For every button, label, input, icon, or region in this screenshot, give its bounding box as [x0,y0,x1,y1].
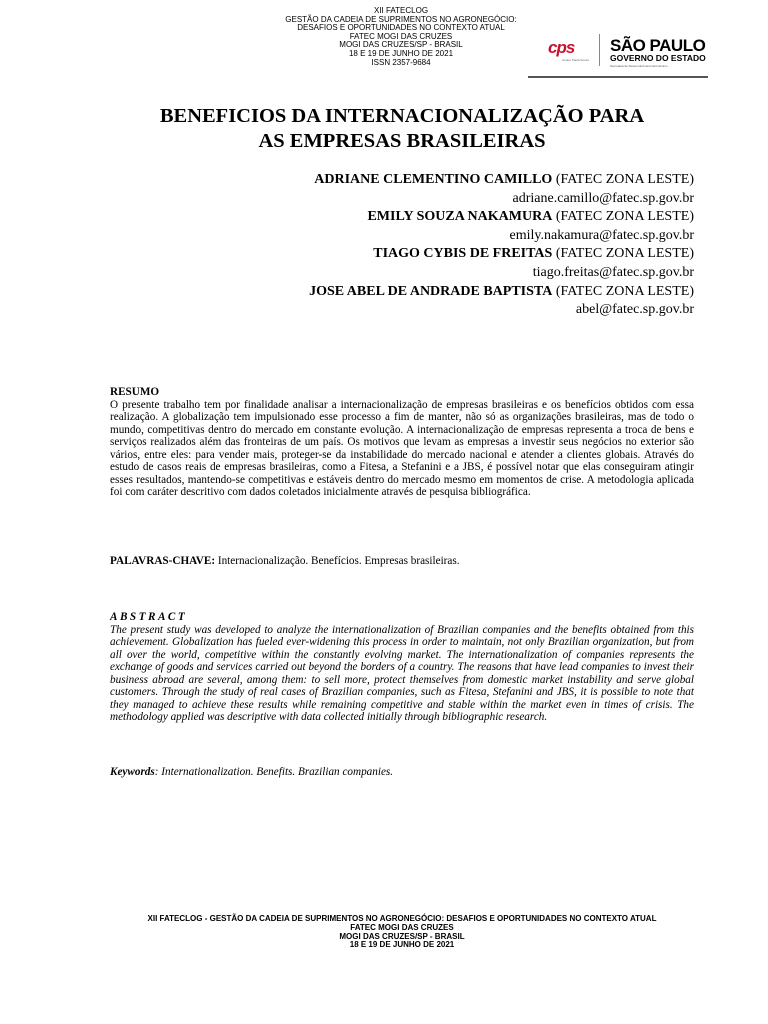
author-email[interactable]: tiago.freitas@fatec.sp.gov.br [532,264,694,280]
author-email[interactable]: emily.nakamura@fatec.sp.gov.br [509,227,694,243]
author-affiliation: (FATEC ZONA LESTE) [552,209,694,225]
author-list [150,171,694,320]
conference-header [240,7,562,67]
abstract-heading: ABSTRACT [110,611,188,623]
palavras-chave-text: Internacionalização. Benefícios. Empresas brasileiras. [215,555,460,567]
abstract-text: The present study was developed to analyze the internationalization of Brazilian companies and the benefits obtained from this achievement. Globalization has fueled ever-widening this process in order to maintain, not only Brazilian organization, but from all over the world, competitive within the constantly evolving market. The internationalization of companies represents the exchange of goods and services carried out beyond the borders of a country. The reasons that have lead companies to invest their business abroad are several, among them: to sell more, protect themselves from domestic market instability and serve global customers. Through the study of real cases of Brazilian companies, such as Fitesa, Stefanini and JBS, it is possible to note that they managed to achieve these results while remaining competitive and stable within the market even in times of crisis. The methodology applied was descriptive with data collected initially through bibliographic research. [110,623,694,723]
author-entry [150,208,694,227]
author-entry [150,283,694,302]
resumo-text: O presente trabalho tem por finalidade analisar a internacionalização de empresas brasileiras e os benefícios obtidos com essa realização. A globalização tem impulsionado esse processo a fim de manter, não só as organizações brasileiras, mas de todo o mundo, competitivas dentro do mercado em constante evolução. A internacionalização de empresas representa a troca de bens e serviços realizados além das fronteiras de um país. Os motivos que levam as empresas a investir seus negócios no exterior são vários, entre eles: para vender mais, proteger-se da instabilidade do mercado nacional e atender a clientes globais. Através do estudo de casos reais de empresas brasileiras, como a Fitesa, a Stefanini e a JBS, é possível notar que elas conseguiram atingir esses resultados, mantendo-se competitivas e estáveis dentro do mercado mesmo em momentos de crise. A metodologia aplicada foi com caráter descritivo com dados coletados inicialmente através de pesquisa bibliográfica. [110,398,694,498]
page-footer [100,915,704,950]
author-email[interactable]: adriane.camillo@fatec.sp.gov.br [512,190,694,206]
title-line-1: BENEFICIOS DA INTERNACIONALIZAÇÃO PARA [159,105,645,127]
author-affiliation: (FATEC ZONA LESTE) [552,246,694,262]
sp-logo-title: SÃO PAULO [610,36,706,55]
abstract-section [110,611,694,724]
author-entry [150,171,694,190]
header-line: XII FATECLOG [373,6,429,15]
cps-logo-subtext: Centro Paula Souza [562,58,589,62]
header-line: DESAFIOS E OPORTUNIDADES NO CONTEXTO ATUAL [297,23,505,33]
resumo-heading: RESUMO [110,386,160,398]
keywords-text: : Internationalization. Benefits. Brazilian companies. [154,766,394,778]
author-affiliation: (FATEC ZONA LESTE) [552,172,694,187]
header-line: MOGI DAS CRUZES/SP - BRASIL [339,40,463,50]
header-line: GESTÃO DA CADEIA DE SUPRIMENTOS NO AGRONEGÓCIO: [285,14,517,24]
author-entry [150,245,694,264]
logo-area [528,24,708,78]
keywords-label: Keywords [110,766,155,778]
palavras-chave-label: PALAVRAS-CHAVE: [110,555,216,567]
author-name: EMILY SOUZA NAKAMURA [367,209,553,225]
cps-logo-text: cps [548,38,575,57]
title-line-2: AS EMPRESAS BRASILEIRAS [258,130,546,152]
footer-line: FATEC MOGI DAS CRUZES [350,922,454,932]
author-name: ADRIANE CLEMENTINO CAMILLO [314,172,553,187]
header-line: ISSN 2357-9684 [371,57,431,67]
author-affiliation: (FATEC ZONA LESTE) [552,283,694,299]
resumo-section [110,386,694,499]
cps-logo [548,36,589,64]
header-line: 18 E 19 DE JUNHO DE 2021 [348,48,454,58]
keywords [110,766,694,779]
paper-title [80,104,724,154]
sp-logo-small: Secretaria de Desenvolvimento Econômico [610,64,668,68]
footer-line: 18 E 19 DE JUNHO DE 2021 [349,940,455,950]
author-name: TIAGO CYBIS DE FREITAS [373,246,553,262]
author-name: JOSE ABEL DE ANDRADE BAPTISTA [309,283,553,299]
header-line: FATEC MOGI DAS CRUZES [349,31,453,41]
sp-logo-subtitle: GOVERNO DO ESTADO [610,53,706,63]
author-email[interactable]: abel@fatec.sp.gov.br [575,302,694,318]
palavras-chave [110,555,694,568]
footer-line: XII FATECLOG - GESTÃO DA CADEIA DE SUPRIMENTOS NO AGRONEGÓCIO: DESAFIOS E OPORTUNIDADES NO CONTEXTO ATUAL [147,914,657,923]
footer-line: MOGI DAS CRUZES/SP - BRASIL [339,931,465,941]
logo-divider [599,34,600,66]
